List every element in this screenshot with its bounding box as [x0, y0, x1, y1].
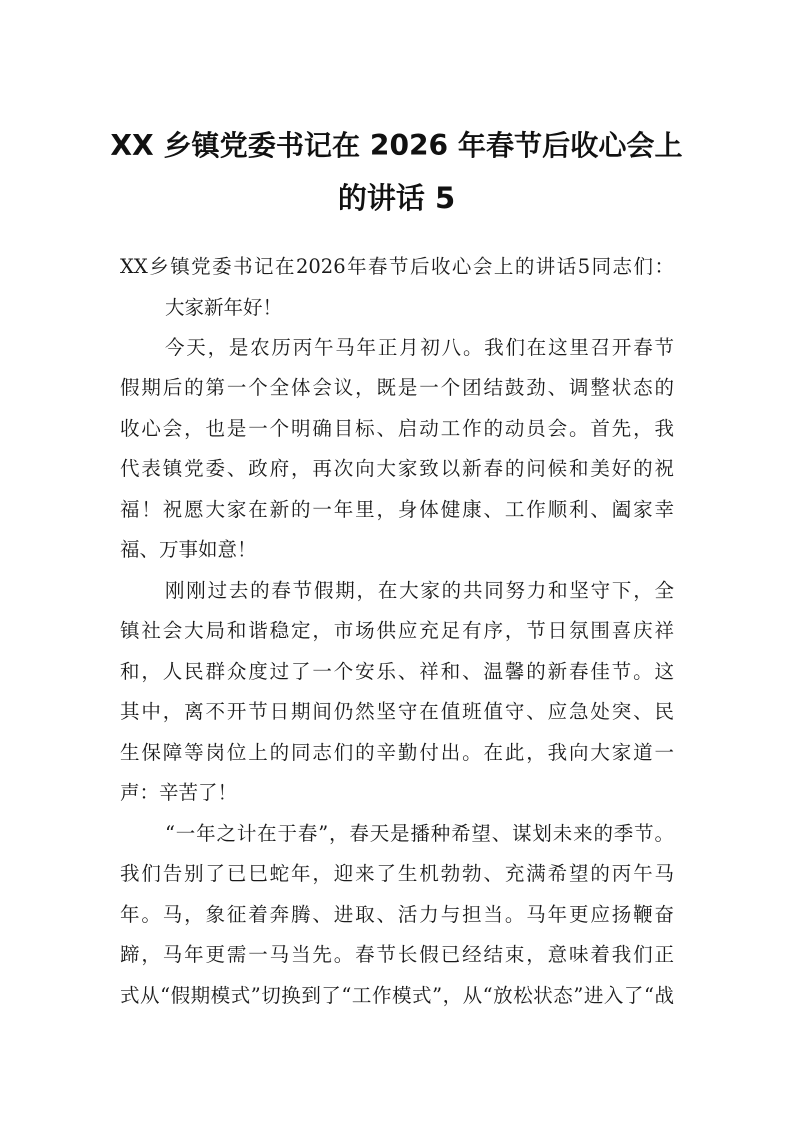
text-line: 假期后的第一个全体会议，既是一个团结鼓劲、调整状态的	[120, 376, 674, 399]
text-line: XX乡镇党委书记在2026年春节后收心会上的讲话5同志们：	[120, 255, 674, 278]
text-line: 福！祝愿大家在新的一年里，身体健康、工作顺利、阖家幸	[120, 498, 674, 521]
text-line: 刚刚过去的春节假期，在大家的共同努力和坚守下，全	[165, 579, 674, 602]
text-line: 声：辛苦了！	[120, 781, 238, 804]
text-line: 代表镇党委、政府，再次向大家致以新春的问候和美好的祝	[120, 457, 674, 480]
text-line: 式从“假期模式”切换到了“工作模式”，从“放松状态”进入了“战	[120, 984, 674, 1007]
text-line: 生保障等岗位上的同志们的辛勤付出。在此，我向大家道一	[120, 741, 674, 764]
text-line: 我们告别了已巳蛇年，迎来了生机勃勃、充满希望的丙午马	[120, 862, 674, 885]
text-line: 其中，离不开节日期间仍然坚守在值班值守、应急处突、民	[120, 700, 674, 723]
text-line: 年。马，象征着奔腾、进取、活力与担当。马年更应扬鞭奋	[120, 903, 674, 926]
text-line: 收心会，也是一个明确目标、启动工作的动员会。首先，我	[120, 417, 674, 440]
document-title-line-2: 的讲话 5	[337, 181, 456, 215]
text-line: 蹄，马年更需一马当先。春节长假已经结束，意味着我们正	[120, 943, 674, 966]
text-line: “一年之计在于春”，春天是播种希望、谋划未来的季节。	[165, 822, 674, 845]
document-title-line-1: XX 乡镇党委书记在 2026 年春节后收心会上	[110, 129, 683, 162]
text-line: 福、万事如意！	[120, 538, 257, 561]
text-line: 大家新年好！	[165, 296, 283, 319]
text-line: 镇社会大局和谐稳定，市场供应充足有序，节日氛围喜庆祥	[120, 619, 674, 642]
text-line: 和，人民群众度过了一个安乐、祥和、温馨的新春佳节。这	[120, 660, 674, 683]
text-line: 今天，是农历丙午马年正月初八。我们在这里召开春节	[165, 336, 674, 359]
